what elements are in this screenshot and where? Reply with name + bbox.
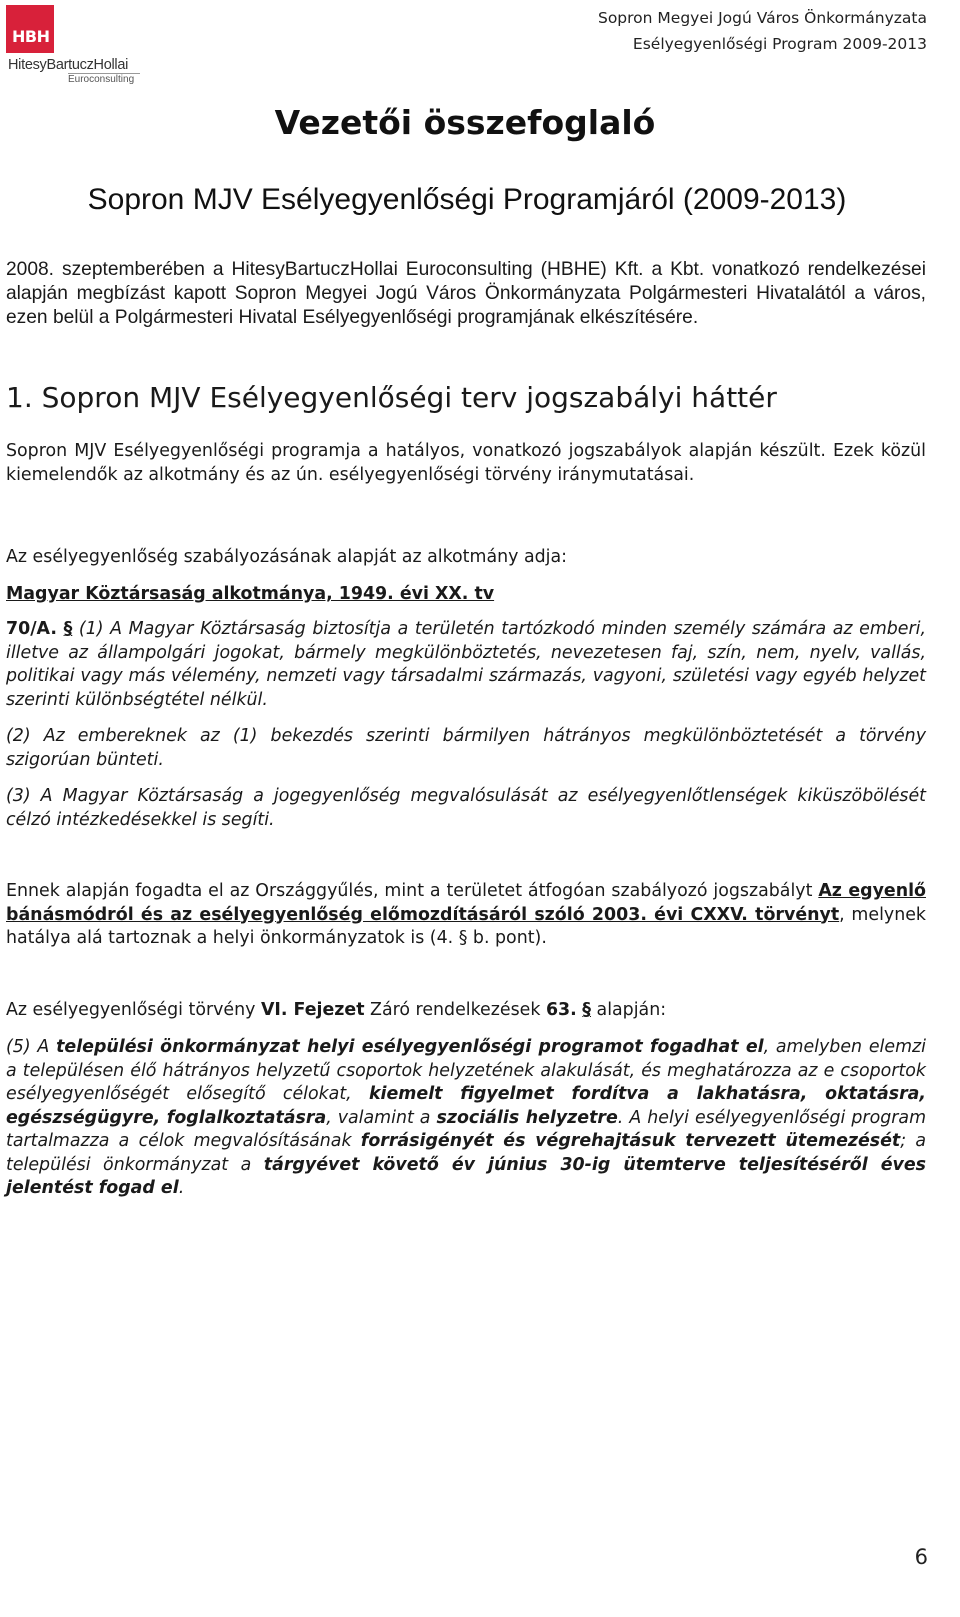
constitution-title-text: Magyar Köztársaság alkotmánya, 1949. évi XX. tv — [6, 584, 495, 604]
law-name: Az egyenlő bánásmódról és az esélyegyenlőség előmozdításáról szóló 2003. évi CXXV. törvényt — [6, 881, 926, 925]
law-paragraph-lead: Ennek alapján fogadta el az Országgyűlés, mint a területet átfogóan szabályozó jogszabályt — [6, 881, 813, 901]
article-70a-point-2 — [6, 725, 926, 772]
point-5-bold-5: tárgyévet követő év június 30-ig ütemterve teljesítéséről éves jelentést fogad el — [6, 1154, 926, 1198]
point-5-part-1: (5) A — [6, 1037, 57, 1057]
point-5-part-3: , valamint a — [326, 1107, 437, 1128]
law-reference-prefix: Az esélyegyenlőségi törvény — [6, 1000, 256, 1020]
header-program: Esélyegyenlőségi Program 2009-2013 — [632, 35, 927, 53]
section-paragraph-text: Sopron MJV Esélyegyenlőségi programja a hatályos, vonatkozó jogszabályok alapján készült. Ezek közül kiemelendők az alkotmány és az ún. esélyegyenlőségi törvény iránymutatásai. — [6, 441, 926, 485]
constitution-title — [6, 583, 926, 607]
point-5-part-5: ; a települési önkormányzat a — [6, 1131, 926, 1175]
article-point-2-text: (2) Az embereknek az (1) bekezdés szerinti bármilyen hátrányos megkülönböztetését a törvény szigorúan bünteti. — [6, 726, 926, 770]
intro-paragraph — [6, 258, 926, 330]
point-5-bold-1: települési önkormányzat helyi esélyegyenlőségi programot fogadhat el — [56, 1037, 764, 1057]
law-paragraph — [6, 880, 926, 951]
law-point-5 — [6, 1036, 926, 1201]
point-5-bold-3: szociális helyzetre — [436, 1107, 618, 1128]
constitution-intro — [6, 546, 926, 570]
article-label: 70/A. — [6, 619, 57, 639]
page-subtitle: Sopron MJV Esélyegyenlőségi Programjáról (2009-2013) — [87, 183, 847, 216]
header-organization: Sopron Megyei Jogú Város Önkormányzata — [597, 9, 927, 27]
logo-tagline: Euroconsulting — [68, 74, 135, 85]
law-reference-chapter: VI. Fejezet — [260, 1000, 365, 1020]
law-reference-suffix: alapján: — [596, 1000, 667, 1020]
logo-mark-text: HBH — [12, 27, 50, 46]
article-70a-point-1 — [6, 618, 926, 712]
constitution-intro-text: Az esélyegyenlőség szabályozásának alapját az alkotmány adja: — [6, 547, 567, 567]
law-reference-sign: § — [582, 1000, 591, 1020]
article-point-3-text: (3) A Magyar Köztársaság a jogegyenlőség megvalósulását az esélyegyenlőtlenségek kiküszöbölését célzó intézkedésekkel is segíti. — [6, 786, 926, 830]
article-70a-point-3 — [6, 785, 926, 832]
point-5-part-4: . A helyi esélyegyenlőségi program tartalmazza a célok megvalósításának — [6, 1107, 927, 1151]
company-logo — [6, 5, 136, 85]
law-paragraph-tail: , melynek hatálya alá tartoznak a helyi önkormányzatok is (4. § b. pont). — [6, 904, 926, 948]
paragraph-sign: § — [63, 619, 73, 639]
point-5-part-6: . — [178, 1178, 185, 1198]
section-heading: 1. Sopron MJV Esélyegyenlőségi terv jogszabályi háttér — [6, 381, 777, 414]
law-reference-section: 63. — [545, 1000, 577, 1020]
law-reference — [6, 999, 926, 1023]
intro-text: 2008. szeptemberében a HitesyBartuczHollai Euroconsulting (HBHE) Kft. a Kbt. vonatkozó rendelkezései alapján megbízást kapott Sopron Megyei Jogú Város Önkormányzata Polgármesteri Hivatalától a város, ezen belül a Polgármesteri Hivatal Esélyegyenlőségi programjának elkészítésére. — [6, 259, 926, 328]
point-5-bold-4: forrásigényét és végrehajtásuk tervezett ütemezését — [360, 1131, 901, 1151]
article-point-1-text: (1) A Magyar Köztársaság biztosítja a területén tartózkodó minden személy számára az emberi, illetve az állampolgári jogokat, bármely megkülönböztetés, nevezetesen faj, szín, nem, nyelv, vallás, politikai vagy más vélemény, nemzeti vagy társadalmi származás, vagyoni, születési vagy egyéb helyzet szerinti különbségtétel nélkül. — [6, 619, 927, 710]
point-5-bold-2: kiemelt figyelmet fordítva a lakhatásra, oktatásra, egészségügyre, foglalkoztatásra — [6, 1084, 927, 1128]
law-reference-middle: Záró rendelkezések — [370, 1000, 541, 1020]
point-5-part-2: , amelyben elemzi a településen élő hátrányos helyzetű csoportok helyzetének alakulását, és meghatározza az e csoportok esélyegyenlőségét elősegítő célokat, — [6, 1037, 926, 1104]
section-paragraph — [6, 440, 926, 487]
page-number: 6 — [914, 1545, 928, 1569]
logo-name: HitesyBartuczHollai — [8, 57, 129, 73]
page-title: Vezetői összefoglaló — [274, 103, 656, 142]
